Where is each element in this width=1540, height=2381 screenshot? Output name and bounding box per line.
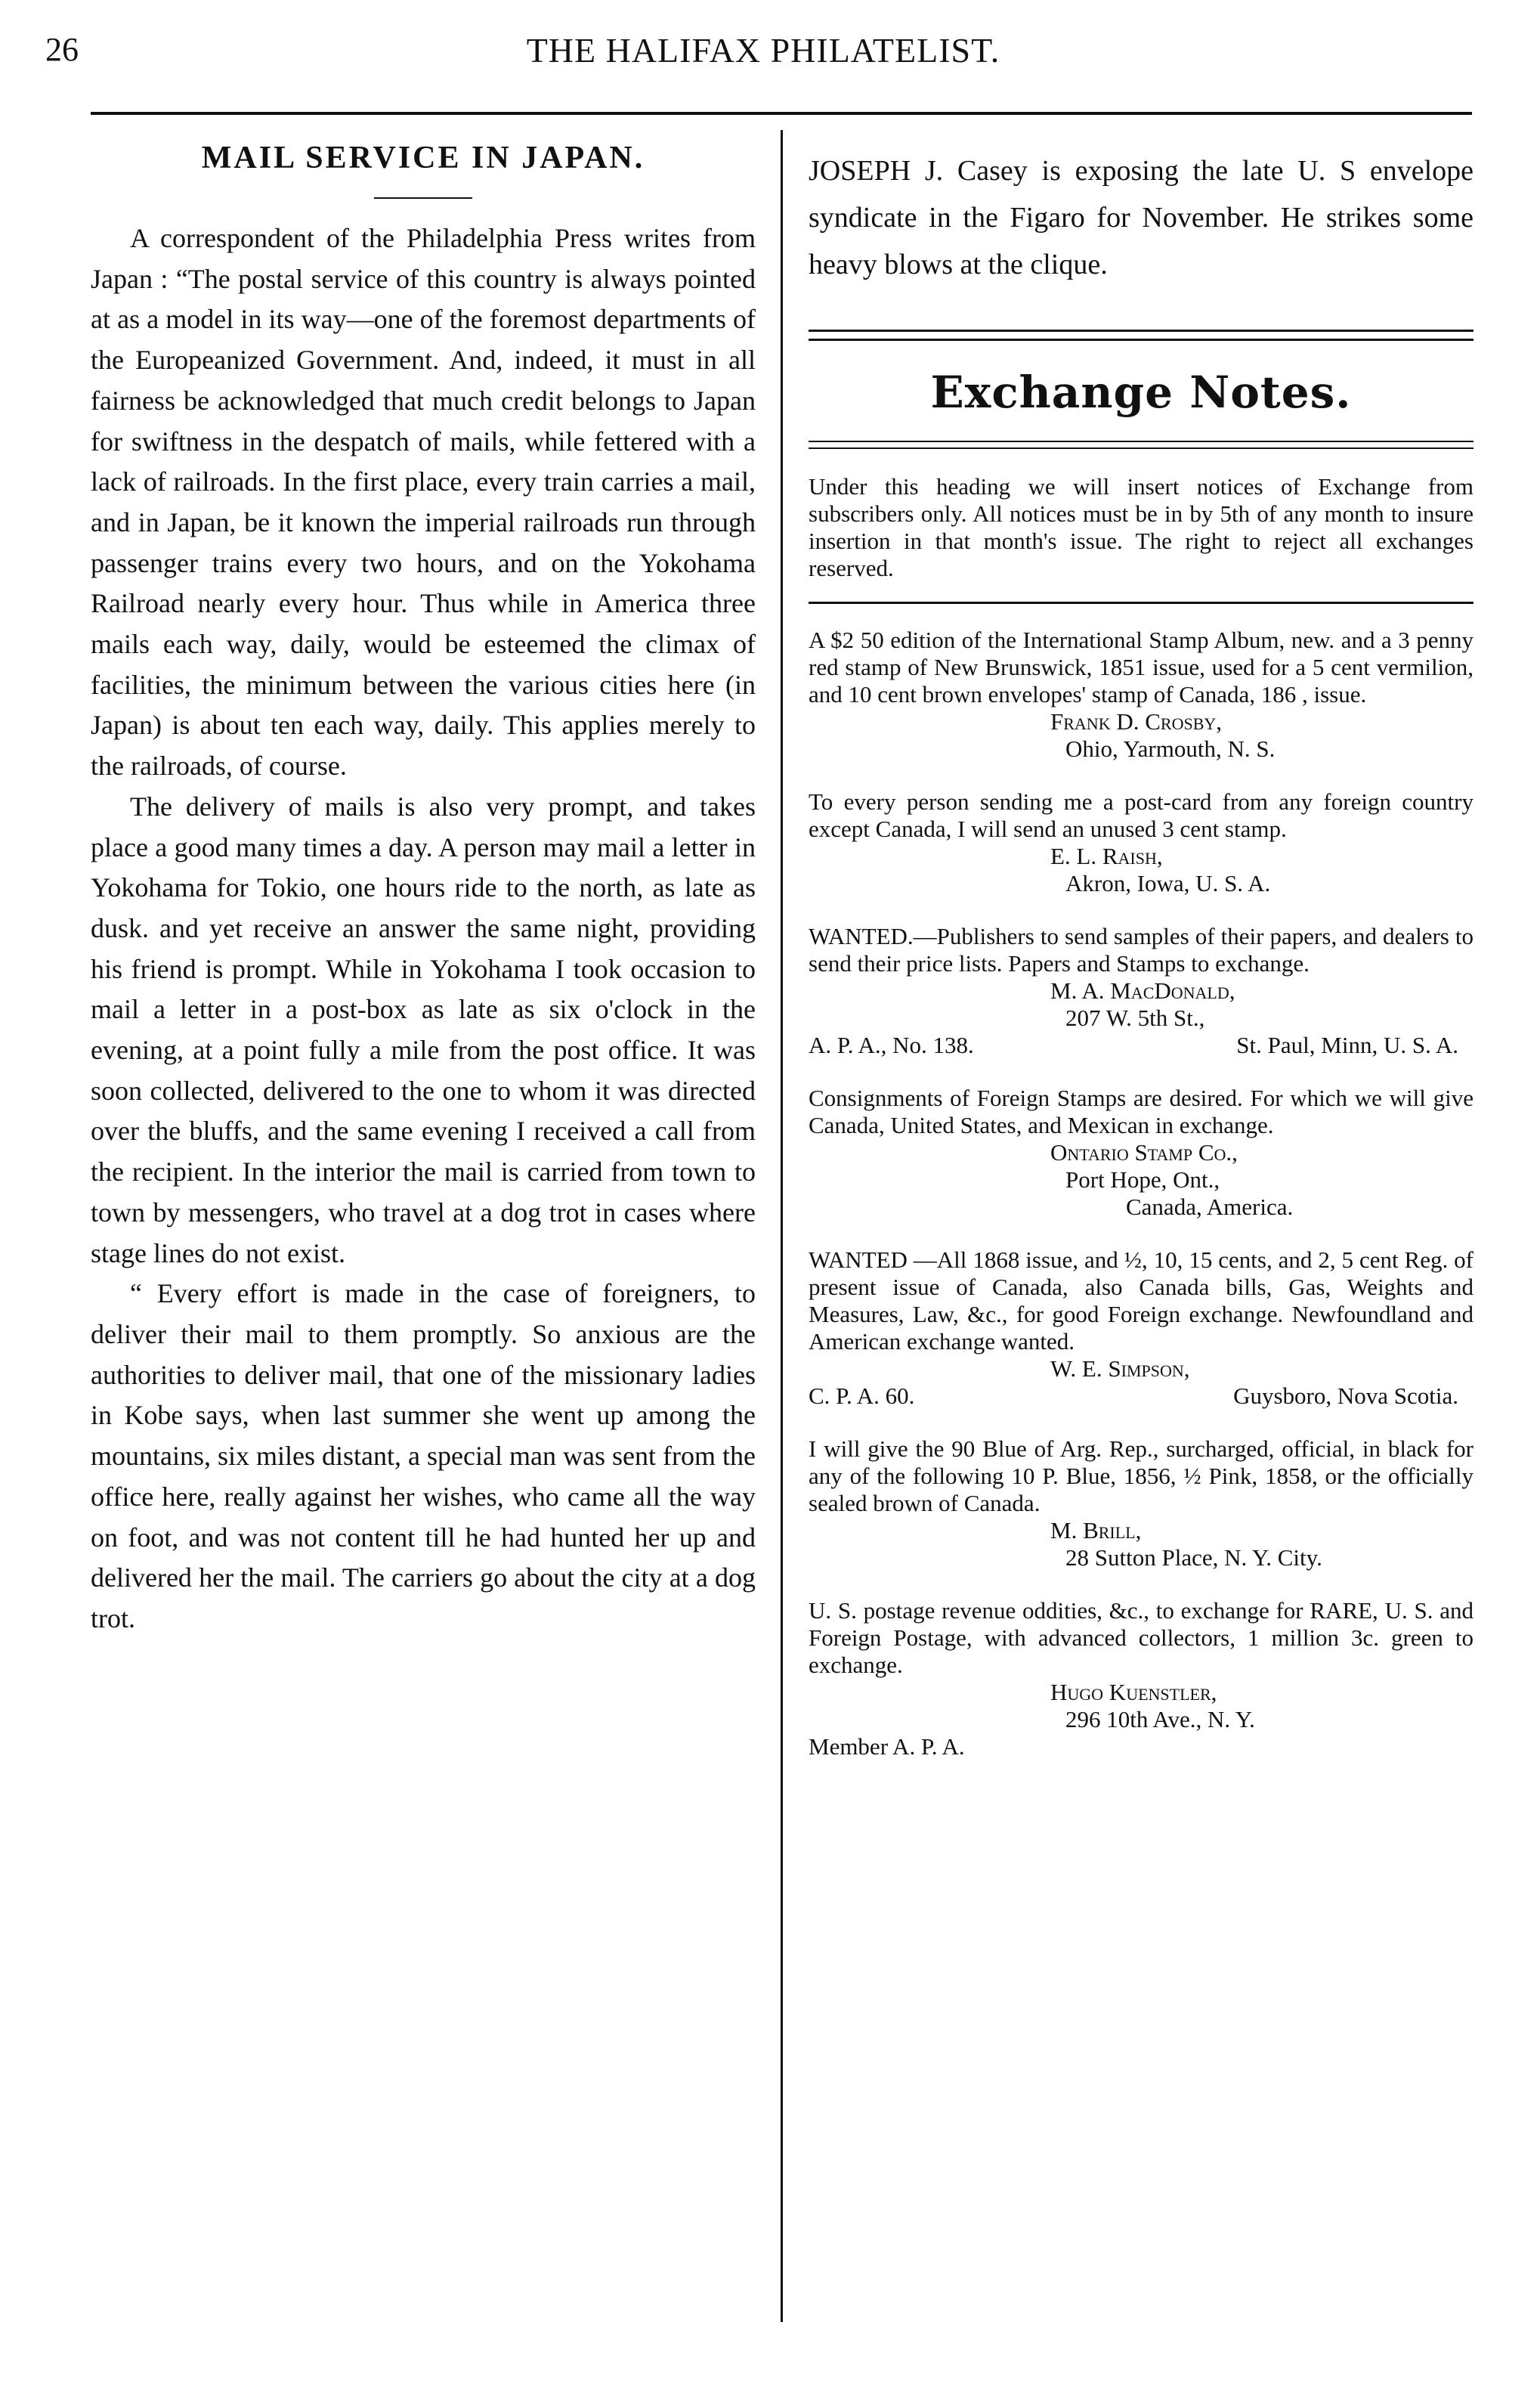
ad-membership: Member A. P. A. — [809, 1733, 965, 1760]
ad-body: U. S. postage revenue oddities, &c., to exchange for RARE, U. S. and Foreign Postage, with advanced collectors, 1 million 3c. green to exchange. — [809, 1597, 1474, 1678]
ad-location: Guysboro, Nova Scotia. — [1233, 1382, 1458, 1409]
ad-membership: A. P. A., No. 138. — [809, 1032, 974, 1058]
ad-address: Port Hope, Ont., — [1065, 1166, 1220, 1193]
article-column — [91, 140, 756, 1639]
ad-name: E. L. Raish, — [1050, 843, 1163, 869]
page-header — [45, 30, 1481, 91]
ad-name: Hugo Kuenstler, — [1050, 1679, 1217, 1705]
ad-body: WANTED.—Publishers to send samples of their papers, and dealers to send their price lists. Papers and Stamps to exchange. — [809, 923, 1474, 977]
exchange-ad — [809, 923, 1474, 1059]
ad-body: Consignments of Foreign Stamps are desired. For which we will give Canada, United States, and Mexican in exchange. — [809, 1085, 1474, 1138]
ad-location: St. Paul, Minn, U. S. A. — [1236, 1032, 1458, 1058]
exchange-ad — [809, 1435, 1474, 1571]
heading-double-rule — [809, 441, 1474, 449]
exchange-heading: Exchange Notes. — [930, 367, 1352, 418]
exchange-ad — [809, 627, 1474, 763]
ad-name: Frank D. Crosby, — [1050, 708, 1222, 735]
ad-tag-row — [809, 1032, 1474, 1059]
ad-address: Ohio, Yarmouth, N. S. — [1065, 735, 1276, 762]
exchange-notice: Under this heading we will insert notices of Exchange from subscribers only. All notices must be in by 5th of any month to insure insertion in that month's issue. The right to reject all exchanges reserved. — [809, 473, 1474, 581]
ad-name: Ontario Stamp Co., — [1050, 1139, 1238, 1166]
ad-tag-row — [809, 1382, 1474, 1410]
ad-address: Canada, America. — [1126, 1194, 1294, 1220]
article-title: MAIL SERVICE IN JAPAN. — [201, 141, 645, 175]
running-title: THE HALIFAX PHILATELIST. — [526, 31, 1000, 70]
article-paragraph: The delivery of mails is also very prompt, and takes place a good many times a day. A person may mail a letter in Yokohama for Tokio, one hours ride to the north, as late as dusk. and yet receive an answer the same night, providing his friend is prompt. While in Yokohama I took occasion to mail a letter in a post-box as late as six o'clock in the evening, at a point fully a mile from the post office. It was soon collected, delivered to the one to whom it was directed over the bluffs, and the same evening I received a call from the recipient. In the interior the mail is carried from town to town by messengers, who travel at a dog trot in cases where stage lines do not exist. — [91, 791, 756, 1268]
exchange-column — [809, 147, 1474, 1786]
ad-name: W. E. Simpson, — [1050, 1355, 1190, 1382]
ad-address: 28 Sutton Place, N. Y. City. — [1065, 1544, 1322, 1571]
exchange-ad — [809, 788, 1474, 897]
ad-address: Akron, Iowa, U. S. A. — [1065, 870, 1271, 896]
title-rule — [374, 197, 472, 199]
exchange-ad — [809, 1085, 1474, 1221]
exchange-ad — [809, 1246, 1474, 1410]
header-rule — [91, 112, 1472, 115]
section-double-rule — [809, 330, 1474, 341]
ad-name: M. A. MacDonald, — [1050, 977, 1235, 1004]
ad-body: WANTED —All 1868 issue, and ½, 10, 15 cents, and 2, 5 cent Reg. of present issue of Canada, also Canada bills, Gas, Weights and Measures, Law, &c., for good Foreign exchange. Newfoundland and American exchange wanted. — [809, 1246, 1474, 1355]
ad-body: I will give the 90 Blue of Arg. Rep., surcharged, official, in black for any of the following 10 P. Blue, 1856, ½ Pink, 1858, or the officially sealed brown of Canada. — [809, 1435, 1474, 1516]
article-paragraph: A correspondent of the Philadelphia Press writes from Japan : “The postal service of this country is always pointed at as a model in its way—one of the foremost departments of the Europeanized Government. And, indeed, it must in all fairness be acknowledged that much credit belongs to Japan for swiftness in the despatch of mails, while fettered with a lack of railroads. In the first place, every train carries a mail, and in Japan, be it known the imperial railroads run through passenger trains every two hours, and on the Yokohama Railroad nearly every hour. Thus while in America three mails each way, daily, would be esteemed the climax of facilities, the minimum between the various cities here (in Japan) is about ten each way, daily. This applies merely to the railroads, of course. — [91, 223, 756, 782]
ad-name: M. Brill, — [1050, 1517, 1142, 1543]
ad-membership: C. P. A. 60. — [809, 1382, 915, 1409]
ad-address: 296 10th Ave., N. Y. — [1065, 1706, 1255, 1732]
ad-body: To every person sending me a post-card from any foreign country except Canada, I will send an unused 3 cent stamp. — [809, 788, 1474, 842]
ad-address: 207 W. 5th St., — [1065, 1005, 1205, 1031]
column-divider — [781, 130, 783, 2322]
ad-body: A $2 50 edition of the International Stamp Album, new. and a 3 penny red stamp of New Brunswick, 1851 issue, used for a 5 cent vermilion, and 10 cent brown envelopes' stamp of Canada, 186 , issue. — [809, 627, 1474, 707]
casey-note: JOSEPH J. Casey is exposing the late U. S envelope syndicate in the Figaro for November. He strikes some heavy blows at the clique. — [809, 155, 1474, 280]
notice-rule — [809, 602, 1474, 604]
exchange-ad — [809, 1597, 1474, 1760]
page-number: 26 — [45, 31, 79, 68]
article-paragraph: “ Every effort is made in the case of foreigners, to deliver their mail to them promptly. So anxious are the authorities to deliver mail, that one of the missionary ladies in Kobe says, when last summer she went up among the mountains, six miles distant, a special man was sent from the office here, really against her wishes, who came all the way on foot, and was not content till he had hunted her up and delivered her the mail. The carriers go about the city at a dog trot. — [91, 1278, 756, 1633]
